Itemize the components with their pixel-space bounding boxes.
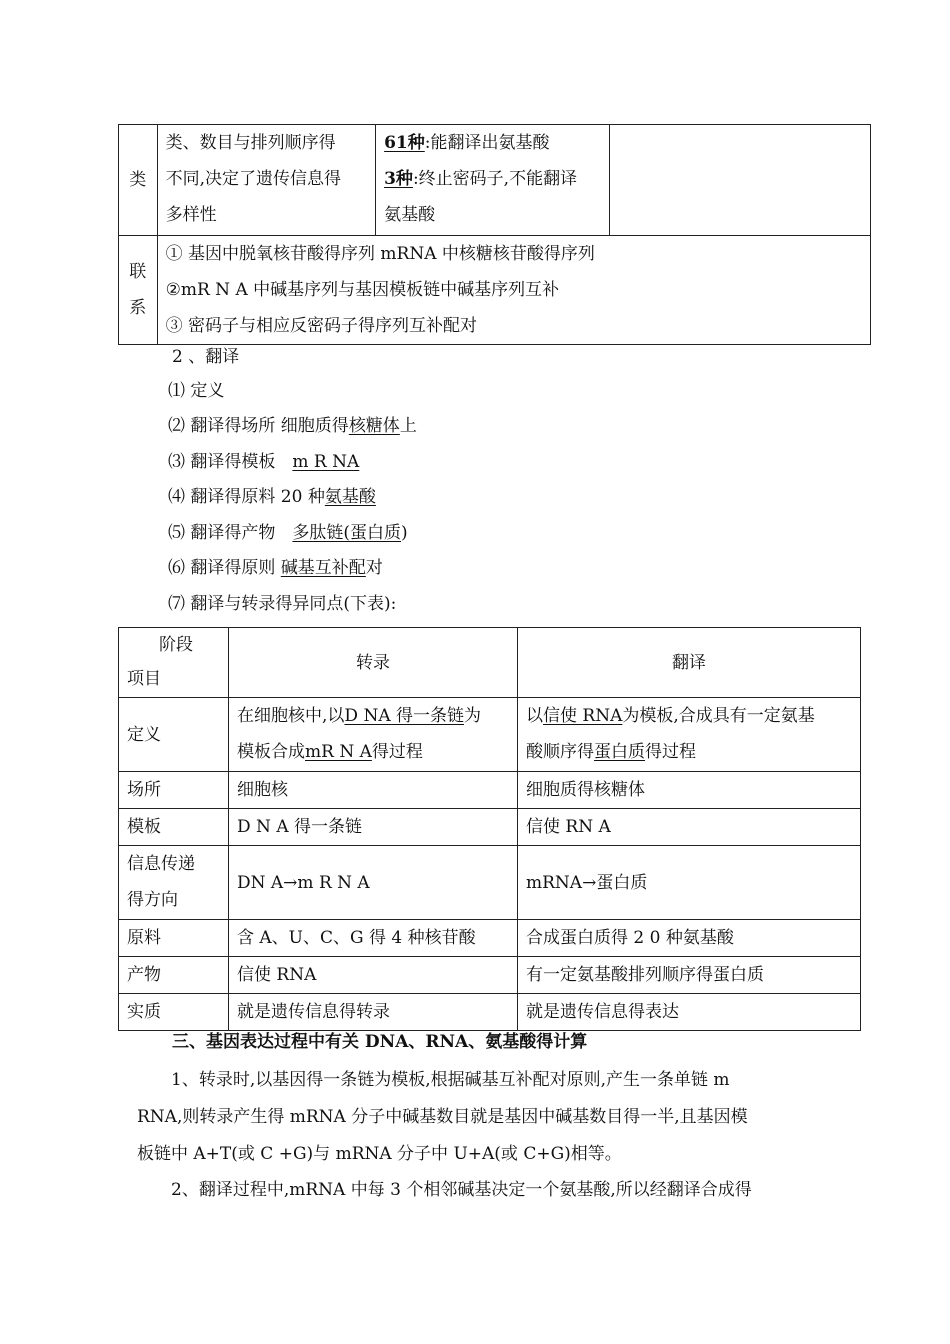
header-cell: 阶段 项目 xyxy=(119,628,229,698)
table-cell: DN A→m R N A xyxy=(229,846,518,920)
table-row xyxy=(119,920,861,957)
table-cell: 就是遗传信息得表达 xyxy=(518,994,861,1031)
list-item: ⑴ 定义 xyxy=(168,381,225,401)
section-heading: 三、基因表达过程中有关 DNA、RNA、氨基酸得计算 xyxy=(172,1032,588,1052)
row-label: 原料 xyxy=(119,920,229,957)
header-cell: 翻译 xyxy=(518,628,861,698)
cell-text: 3种:终止密码子,不能翻译 xyxy=(384,169,578,189)
row-label: 产物 xyxy=(119,957,229,994)
table-cell xyxy=(157,236,870,345)
table-cell xyxy=(376,125,610,236)
table-row xyxy=(119,846,861,920)
cell-text: 类、数目与排列顺序得 xyxy=(165,133,336,153)
row-label: 联 系 xyxy=(119,236,158,345)
table-cell xyxy=(157,125,375,236)
table-cell: 合成蛋白质得 2 0 种氨基酸 xyxy=(518,920,861,957)
row-label: 模板 xyxy=(119,809,229,846)
row-label: 场所 xyxy=(119,772,229,809)
section-heading: 2 、翻译 xyxy=(172,347,240,367)
row-label: 实质 xyxy=(119,994,229,1031)
table-codon-continuation xyxy=(118,124,871,345)
cell-text: 61种:能翻译出氨基酸 xyxy=(384,133,550,153)
cell-text: 不同,决定了遗传信息得 xyxy=(165,169,342,189)
list-item: ⑵ 翻译得场所 细胞质得核糖体上 xyxy=(168,416,417,436)
cell-text: 多样性 xyxy=(165,205,217,225)
table-row xyxy=(119,809,861,846)
table-row xyxy=(119,698,861,772)
table-cell: 有一定氨基酸排列顺序得蛋白质 xyxy=(518,957,861,994)
table-transcription-translation xyxy=(118,627,861,1031)
table-cell: 含 A、U、C、G 得 4 种核苷酸 xyxy=(229,920,518,957)
table-row xyxy=(119,236,871,345)
cell-text: ②mR N A 中碱基序列与基因模板链中碱基序列互补 xyxy=(165,280,560,300)
table-row xyxy=(119,772,861,809)
table-cell: 细胞核 xyxy=(229,772,518,809)
table-cell: 以信使 RNA为模板,合成具有一定氨基 酸顺序得蛋白质得过程 xyxy=(518,698,861,772)
cell-text: 氨基酸 xyxy=(384,205,436,225)
table-row xyxy=(119,957,861,994)
cell-text: ③ 密码子与相应反密码子得序列互补配对 xyxy=(165,316,478,336)
table-cell: 信使 RNA xyxy=(229,957,518,994)
table-row xyxy=(119,628,861,698)
paragraph: 2、翻译过程中,mRNA 中每 3 个相邻碱基决定一个氨基酸,所以经翻译合成得 xyxy=(171,1180,752,1200)
list-item: ⑷ 翻译得原料 20 种氨基酸 xyxy=(168,487,376,507)
table-cell: 信使 RN A xyxy=(518,809,861,846)
cell-text: ① 基因中脱氧核苷酸得序列 mRNA 中核糖核苷酸得序列 xyxy=(165,244,595,264)
table-row xyxy=(119,125,871,236)
table-cell: 在细胞核中,以D NA 得一条链为 模板合成mR N A得过程 xyxy=(229,698,518,772)
table-cell xyxy=(609,125,870,236)
list-item: ⑸ 翻译得产物 多肽链(蛋白质) xyxy=(168,523,408,543)
table-cell: 就是遗传信息得转录 xyxy=(229,994,518,1031)
paragraph: 1、转录时,以基因得一条链为模板,根据碱基互补配对原则,产生一条单链 m RNA,则转录产生得 mRNA 分子中碱基数目就是基因中碱基数目得一半,且基因模 板链中 A+T(或 C +G)与 mRNA 分子中 U+A(或 C+G)相等。 xyxy=(137,1070,748,1164)
row-label: 定义 xyxy=(119,698,229,772)
list-item: ⑶ 翻译得模板 m R NA xyxy=(168,452,360,472)
table-cell: mRNA→蛋白质 xyxy=(518,846,861,920)
header-cell: 转录 xyxy=(229,628,518,698)
row-label: 类 xyxy=(119,125,158,236)
table-cell: D N A 得一条链 xyxy=(229,809,518,846)
list-item: ⑺ 翻译与转录得异同点(下表): xyxy=(168,594,397,614)
list-item: ⑹ 翻译得原则 碱基互补配对 xyxy=(168,558,383,578)
table-cell: 细胞质得核糖体 xyxy=(518,772,861,809)
row-label: 信息传递 得方向 xyxy=(119,846,229,920)
